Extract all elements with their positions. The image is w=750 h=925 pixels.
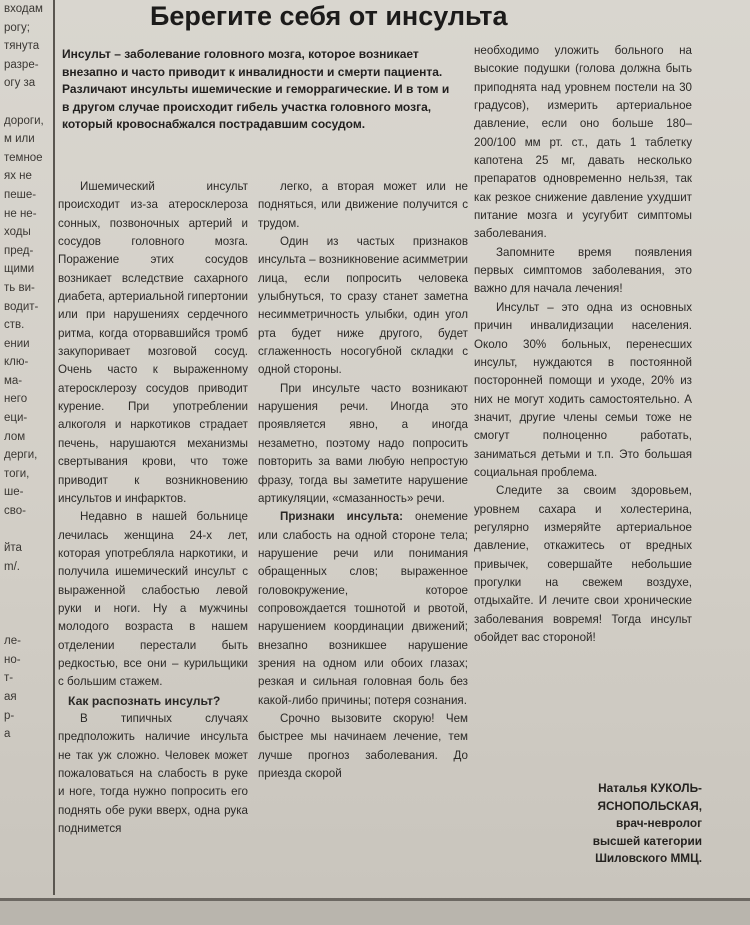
fragment-line: ях не xyxy=(4,170,32,183)
fragment-line: лом xyxy=(4,430,26,443)
fragment-line: входам xyxy=(4,3,43,15)
fragment-line: м или xyxy=(4,133,35,146)
fragment-line: огу за xyxy=(4,77,36,90)
author-signature xyxy=(512,780,702,868)
author-name-line-2: ЯСНОПОЛЬСКАЯ, xyxy=(597,798,702,813)
fragment-line xyxy=(4,576,50,595)
fragment-line xyxy=(4,614,50,633)
fragment-line: водит- xyxy=(4,300,39,313)
fragment-line: ходы xyxy=(4,226,31,239)
fragment-line: р- xyxy=(4,709,15,722)
article-lead: Инсульт – заболевание головного мозга, которое возникает внезапно и часто приводит к инвалидности и смерти пациента. Различают инсульты ишемические и геморрагические. И в том и в другом случае происходит гибель участка головного мозга, который кровоснабжался пострадавшим сосудом. xyxy=(62,47,450,131)
author-position: врач-невролог xyxy=(615,816,702,830)
paragraph: В типичных случаях предположить наличие инсульта не так уж сложно. Человек может пожаловаться на слабость в руке и ноге, тогда нужно попросить его поднять обе руки вверх, одна рука поднимется xyxy=(58,711,248,836)
fragment-line: ств. xyxy=(4,319,25,332)
fragment-line xyxy=(4,800,50,819)
adjacent-article-fragment xyxy=(0,0,50,900)
fragment-line xyxy=(4,818,50,837)
author-institution: Шиловского ММЦ. xyxy=(595,851,702,865)
fragment-line: пред- xyxy=(4,244,34,257)
paragraph xyxy=(258,508,468,710)
fragment-line: тоги, xyxy=(4,467,30,480)
fragment-line: рогу; xyxy=(4,21,30,34)
symptoms-label: Признаки инсульта: xyxy=(280,510,403,524)
paragraph: При инсульте часто возникают нарушения речи. Иногда это проявляется явно, а иногда незаметно, поэтому надо попросить повторить за вами любую непростую фразу, тогда вы заметите нарушение артикуляции, «смазанность» речи. xyxy=(258,381,468,505)
fragment-line: клю- xyxy=(4,356,29,369)
fragment-line: ше- xyxy=(4,486,24,499)
fragment-line: т- xyxy=(4,672,14,685)
fragment-line: ении xyxy=(4,337,30,350)
fragment-line: него xyxy=(4,393,28,406)
author-category: высшей категории xyxy=(592,833,702,848)
fragment-line: пеше- xyxy=(4,188,37,201)
paragraph: Следите за своим здоровьем, уровнем сахара и холестерина, регулярно измеряйте артериальное давление, откажитесь от вредных привычек, совершайте небольшие прогулки на свежем воздухе, отдыхайте. И лечите свои хронические заболевания вовремя! Тогда инсульт обойдет вас стороной! xyxy=(474,484,692,644)
fragment-line xyxy=(4,744,50,763)
fragment-line: не не- xyxy=(4,207,37,220)
article-column-2 xyxy=(258,178,468,783)
column-divider xyxy=(53,0,55,895)
fragment-line: m/. xyxy=(4,560,20,573)
fragment-line: дороги, xyxy=(4,114,44,127)
fragment-line: йта xyxy=(4,542,22,555)
fragment-line xyxy=(4,595,50,614)
fragment-line: а xyxy=(4,728,11,741)
fragment-line: ле- xyxy=(4,635,21,648)
article-column-3 xyxy=(474,42,692,647)
article-column-1 xyxy=(58,178,248,838)
paragraph: Недавно в нашей больнице лечилась женщина 24-х лет, которая употребляла наркотики, и получила ишемический инсульт с выраженной слабостью левой руки и ноги. Ну а мужчины молодого возраста в нашем отделении перестали быть редкостью, все они – курильщики с большим стажем. xyxy=(58,510,248,689)
symptoms-text: онемение или слабость на одной стороне тела; нарушение речи или понимания обращенных слов; выраженное головокружение, которое сопровождается тошнотой и рвотой, нарушением координации движений; внезапно возникшее нарушение зрения на одном или обоих глазах; резкая и сильная головная боль без какой-либо причины; потеря сознания. xyxy=(258,510,468,707)
author-name-line-1: Наталья КУКОЛЬ- xyxy=(598,781,702,795)
paragraph: Запомните время появления первых симптомов заболевания, это важно для начала лечения! xyxy=(474,245,692,296)
fragment-line xyxy=(4,93,50,112)
fragment-line xyxy=(4,521,50,540)
page-bottom-margin xyxy=(0,901,750,925)
fragment-line: ая xyxy=(4,690,17,703)
paragraph: Инсульт – это одна из основных причин инвалидизации населения. Около 30% больных, перенесших инсульт, нуждаются в постоянной посторонней помощи и уходе, 20% из них не могут ходить самостоятельно. А значит, другие члены семьи тоже не смогут полноценно работать, заниматься детьми и т.п. Это большая социальная проблема. xyxy=(474,300,692,479)
paragraph: легко, а вторая может или не подняться, или движение получится с трудом. xyxy=(258,180,468,230)
fragment-line: ть ви- xyxy=(4,281,35,294)
fragment-line xyxy=(4,762,50,781)
fragment-line: темное xyxy=(4,151,43,164)
fragment-line: тянута xyxy=(4,40,40,53)
paragraph: Один из частых признаков инсульта – возникновение асимметрии лица, если попросить человека улыбнуться, то сразу станет заметна несимметричность улыбки, один угол рта будет ниже другого, будет сглаженность носогубной складки с одной стороны. xyxy=(258,235,468,377)
fragment-line: но- xyxy=(4,653,21,666)
fragment-line: еци- xyxy=(4,412,28,425)
paragraph: Срочно вызовите скорую! Чем быстрее мы начинаем лечение, тем лучше прогноз заболевания. До приезда скорой xyxy=(258,711,468,780)
fragment-line: щими xyxy=(4,263,35,276)
paragraph: Ишемический инсульт происходит из-за атеросклероза сонных, позвоночных артерий и сосудов головного мозга. Поражение этих сосудов возникает вследствие сахарного диабета, артериальной гипертонии или при нарушениях сердечного ритма, когда оторвавшийся тромб закупоривает мозговой сосуд. Очень часто к выраженному атеросклерозу сосудов приводит курение. При употреблении алкоголя и наркотиков страдает печень, нарушаются механизмы свертывания крови, что тоже приводит к возникновению инсультов и инфарктов. xyxy=(58,180,248,505)
fragment-line: дерги, xyxy=(4,449,38,462)
fragment-line: ма- xyxy=(4,374,23,387)
paragraph: необходимо уложить больного на высокие подушки (голова должна быть приподнята над уровнем постели на 30 градусов), измерить артериальное давление, если оно больше 180–200/100 мм рт. ст., дать 1 таблетку капотена 25 мг, давать несколько препаратов одновременно нельзя, так как резкое снижение давление ухудшит питание мозга и усугубит симптомы заболевания. xyxy=(474,44,692,241)
section-subheading: Как распознать инсульт? xyxy=(68,693,221,708)
fragment-line: разре- xyxy=(4,58,39,71)
article-headline: Берегите себя от инсульта xyxy=(150,1,508,31)
fragment-line xyxy=(4,781,50,800)
fragment-line: сво- xyxy=(4,505,26,518)
